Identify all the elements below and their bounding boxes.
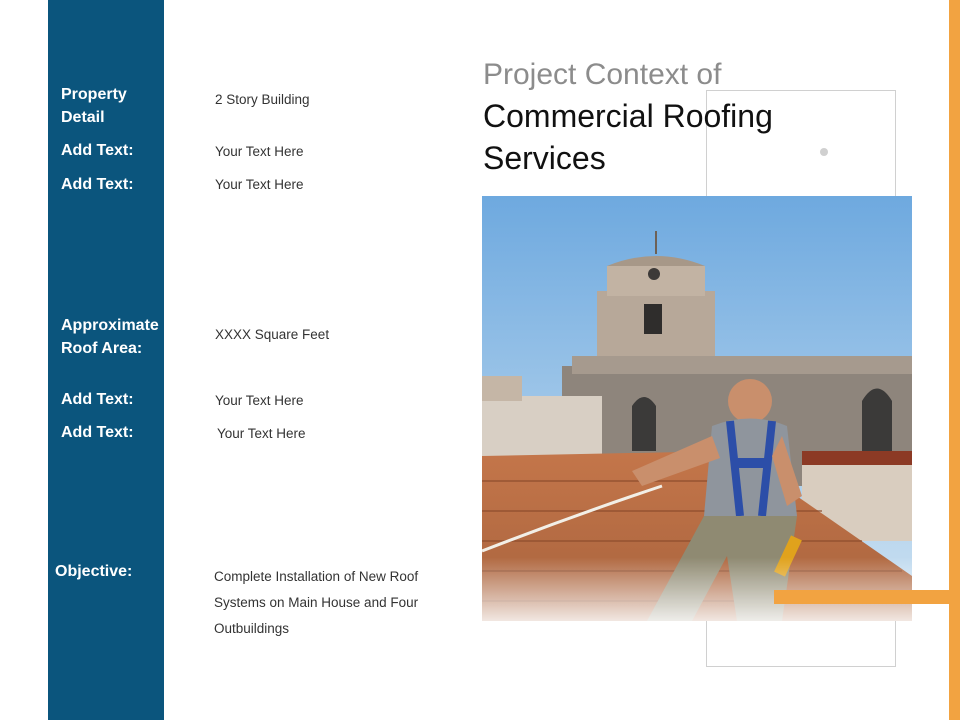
value-add-text-2: Your Text Here bbox=[215, 177, 304, 192]
value-objective: Complete Installation of New Roof Systems on Main House and Four Outbuildings bbox=[214, 569, 419, 636]
label-add-text-2: Add Text: bbox=[61, 176, 134, 193]
label-add-text-4: Add Text: bbox=[61, 424, 134, 441]
accent-horizontal-bar bbox=[774, 590, 960, 604]
value-roof-area: XXXX Square Feet bbox=[215, 327, 330, 342]
label-add-text-1: Add Text: bbox=[61, 142, 134, 159]
title-line-1: Project Context of bbox=[483, 58, 722, 91]
label-objective: Objective: bbox=[55, 563, 133, 580]
value-add-text-1: Your Text Here bbox=[215, 144, 304, 159]
label-property-detail: Property Detail bbox=[61, 86, 127, 126]
roofer-photo bbox=[482, 196, 912, 621]
label-roof-area: Approximate Roof Area: bbox=[61, 317, 159, 357]
title-line-2: Commercial Roofing Services bbox=[483, 98, 773, 176]
value-add-text-3: Your Text Here bbox=[215, 393, 304, 408]
accent-right-bar bbox=[949, 0, 960, 720]
value-add-text-4: Your Text Here bbox=[217, 426, 306, 441]
value-property-detail: 2 Story Building bbox=[215, 92, 310, 107]
label-add-text-3: Add Text: bbox=[61, 391, 134, 408]
